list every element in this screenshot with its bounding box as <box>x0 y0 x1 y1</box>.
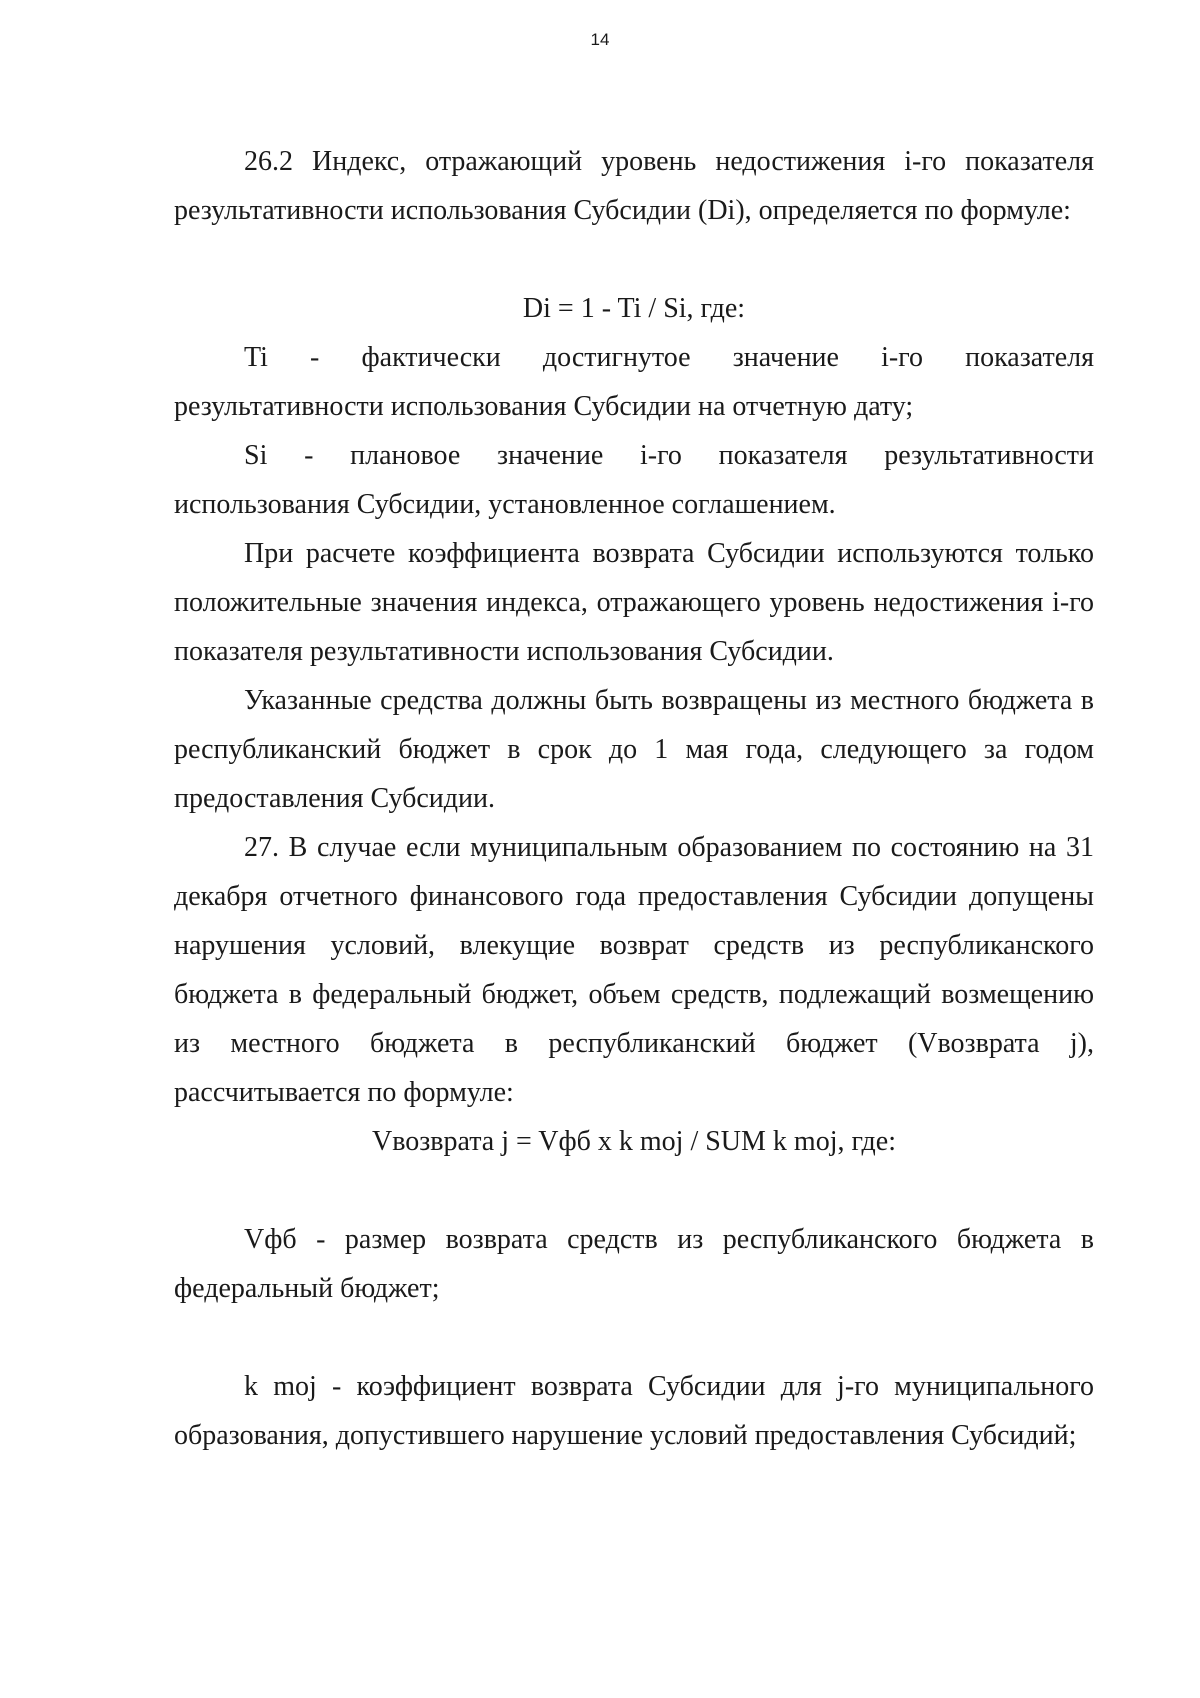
paragraph-26-2: 26.2 Индекс, отражающий уровень недостижения i-го показателя результативности использования Субсидии (Di), определяется по формуле: <box>174 146 1094 226</box>
formula-v-return: Vвозврата j = Vфб x k moj / SUM k moj, где: <box>371 1126 897 1157</box>
paragraph-funds-return: Указанные средства должны быть возвращены из местного бюджета в республиканский бюджет в срок до 1 мая года, следующего за годом предоставления Субсидии. <box>174 685 1094 814</box>
definition-si: Si - плановое значение i-го показателя результативности использования Субсидии, установленное соглашением. <box>174 440 1094 520</box>
page-number: 14 <box>590 30 610 49</box>
definition-vfb: Vфб - размер возврата средств из республиканского бюджета в федеральный бюджет; <box>174 1224 1094 1304</box>
paragraph-27: 27. В случае если муниципальным образованием по состоянию на 31 декабря отчетного финансового года предоставления Субсидии допущены нарушения условий, влекущие возврат средств из республиканского бюджета в федеральный бюджет, объем средств, подлежащий возмещению из местного бюджета в республиканский бюджет (Vвозврата j), рассчитывается по формуле: <box>174 832 1094 1108</box>
paragraph-coefficient-calculation: При расчете коэффициента возврата Субсидии используются только положительные значения индекса, отражающего уровень недостижения i-го показателя результативности использования Субсидии. <box>174 538 1094 667</box>
definition-kmoj: k moj - коэффициент возврата Субсидии для j-го муниципального образования, допустившего нарушение условий предоставления Субсидий; <box>174 1371 1094 1451</box>
document-body <box>174 137 1094 1460</box>
definition-ti: Ti - фактически достигнутое значение i-го показателя результативности использования Субсидии на отчетную дату; <box>174 342 1094 422</box>
formula-di: Di = 1 - Ti / Si, где: <box>522 293 746 324</box>
